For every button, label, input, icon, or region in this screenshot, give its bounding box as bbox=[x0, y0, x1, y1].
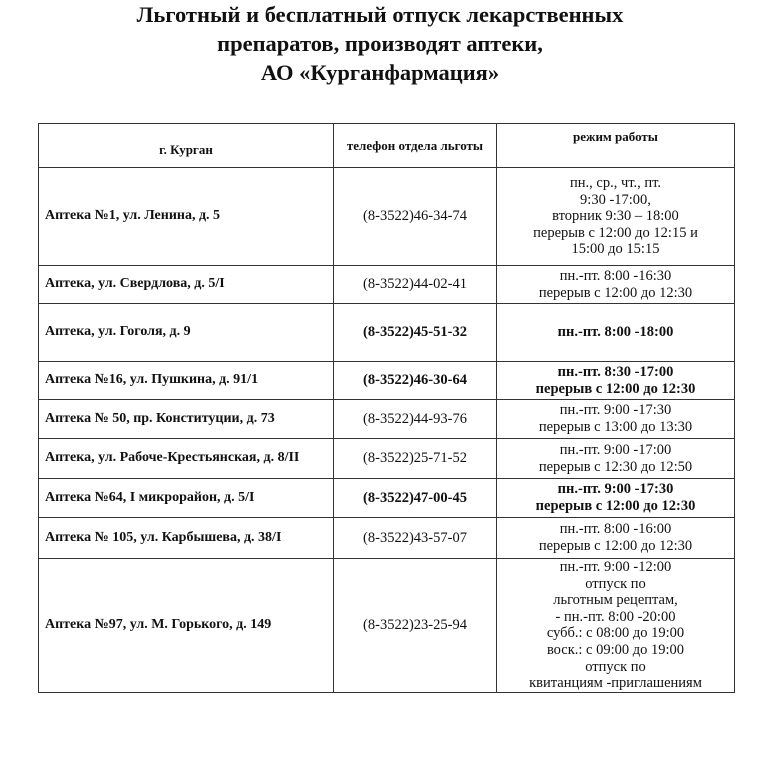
hours-line: отпуск по bbox=[585, 575, 646, 592]
hours-line: воск.: с 09:00 до 19:00 bbox=[546, 641, 685, 658]
hours-line: пн.-пт. 9:00 -12:00 bbox=[559, 559, 672, 575]
heading-line-1: Льготный и бесплатный отпуск лекарственных bbox=[136, 2, 624, 27]
document-heading bbox=[0, 0, 760, 87]
pharmacy-name: Аптека №16, ул. Пушкина, д. 91/1 bbox=[39, 362, 334, 400]
pharmacy-phone: (8-3522)47-00-45 bbox=[334, 479, 497, 518]
table-row bbox=[39, 479, 735, 518]
heading-line-3: АО «Курганфармация» bbox=[260, 60, 500, 85]
pharmacy-hours bbox=[497, 559, 735, 693]
hours-line: перерыв с 12:30 до 12:50 bbox=[538, 458, 693, 475]
table-row bbox=[39, 518, 735, 559]
hours-line: пн.-пт. 8:00 -16:00 bbox=[559, 521, 672, 538]
pharmacy-hours bbox=[497, 168, 735, 266]
pharmacy-name: Аптека, ул. Гоголя, д. 9 bbox=[39, 304, 334, 362]
pharmacy-name: Аптека №97, ул. М. Горького, д. 149 bbox=[39, 559, 334, 693]
table-row bbox=[39, 439, 735, 479]
pharmacy-phone: (8-3522)23-25-94 bbox=[334, 559, 497, 693]
hours-line: субб.: с 08:00 до 19:00 bbox=[546, 625, 685, 642]
header-hours: режим работы bbox=[497, 124, 735, 168]
hours-line: квитанциям -приглашениям bbox=[529, 675, 702, 692]
pharmacy-table bbox=[38, 123, 735, 693]
pharmacy-phone: (8-3522)25-71-52 bbox=[334, 439, 497, 479]
hours-line: 9:30 -17:00, bbox=[580, 191, 651, 208]
hours-line: пн.-пт. 8:30 -17:00 bbox=[557, 363, 674, 380]
hours-line: вторник 9:30 – 18:00 bbox=[552, 208, 679, 225]
hours-line: перерыв с 12:00 до 12:30 bbox=[535, 498, 696, 514]
pharmacy-hours bbox=[497, 400, 735, 439]
hours-line: перерыв с 12:00 до 12:30 bbox=[535, 380, 696, 397]
pharmacy-phone: (8-3522)43-57-07 bbox=[334, 518, 497, 559]
hours-line: перерыв с 13:00 до 13:30 bbox=[538, 419, 693, 435]
pharmacy-hours bbox=[497, 304, 735, 362]
pharmacy-hours bbox=[497, 439, 735, 479]
hours-line: пн.-пт. 9:00 -17:30 bbox=[559, 402, 672, 419]
pharmacy-name: Аптека №1, ул. Ленина, д. 5 bbox=[39, 168, 334, 266]
hours-line: перерыв с 12:00 до 12:30 bbox=[538, 538, 693, 554]
table-row bbox=[39, 304, 735, 362]
pharmacy-hours bbox=[497, 479, 735, 518]
hours-line: - пн.-пт. 8:00 -20:00 bbox=[555, 608, 676, 625]
pharmacy-phone: (8-3522)44-02-41 bbox=[334, 266, 497, 304]
pharmacy-phone: (8-3522)44-93-76 bbox=[334, 400, 497, 439]
hours-line: пн.-пт. 9:00 -17:30 bbox=[557, 481, 674, 498]
pharmacy-name: Аптека, ул. Свердлова, д. 5/I bbox=[39, 266, 334, 304]
table-row bbox=[39, 266, 735, 304]
hours-line: льготным рецептам, bbox=[553, 592, 678, 609]
pharmacy-name: Аптека № 105, ул. Карбышева, д. 38/I bbox=[39, 518, 334, 559]
pharmacy-name: Аптека № 50, пр. Конституции, д. 73 bbox=[39, 400, 334, 439]
hours-line: 15:00 до 15:15 bbox=[571, 241, 660, 258]
hours-line: пн.-пт. 8:00 -16:30 bbox=[559, 267, 672, 284]
hours-line: пн.-пт. 8:00 -18:00 bbox=[557, 324, 674, 341]
pharmacy-hours bbox=[497, 518, 735, 559]
table-header-row bbox=[39, 124, 735, 168]
header-city: г. Курган bbox=[39, 124, 334, 168]
hours-line: перерыв с 12:00 до 12:30 bbox=[538, 284, 693, 301]
heading-line-2: препаратов, производят аптеки, bbox=[217, 31, 543, 56]
table-row bbox=[39, 559, 735, 693]
pharmacy-phone: (8-3522)46-34-74 bbox=[334, 168, 497, 266]
pharmacy-phone: (8-3522)45-51-32 bbox=[334, 304, 497, 362]
table-row bbox=[39, 400, 735, 439]
hours-line: пн., ср., чт., пт. bbox=[569, 175, 661, 192]
pharmacy-name: Аптека №64, I микрорайон, д. 5/I bbox=[39, 479, 334, 518]
table-body bbox=[39, 168, 735, 693]
table-row bbox=[39, 362, 735, 400]
pharmacy-hours bbox=[497, 362, 735, 400]
pharmacy-hours bbox=[497, 266, 735, 304]
table-row bbox=[39, 168, 735, 266]
pharmacy-name: Аптека, ул. Рабоче-Крестьянская, д. 8/II bbox=[39, 439, 334, 479]
hours-line: отпуск по bbox=[585, 658, 646, 675]
pharmacy-phone: (8-3522)46-30-64 bbox=[334, 362, 497, 400]
header-phone: телефон отдела льготы bbox=[334, 124, 497, 168]
hours-line: перерыв с 12:00 до 12:15 и bbox=[533, 224, 698, 241]
hours-line: пн.-пт. 9:00 -17:00 bbox=[559, 441, 672, 458]
